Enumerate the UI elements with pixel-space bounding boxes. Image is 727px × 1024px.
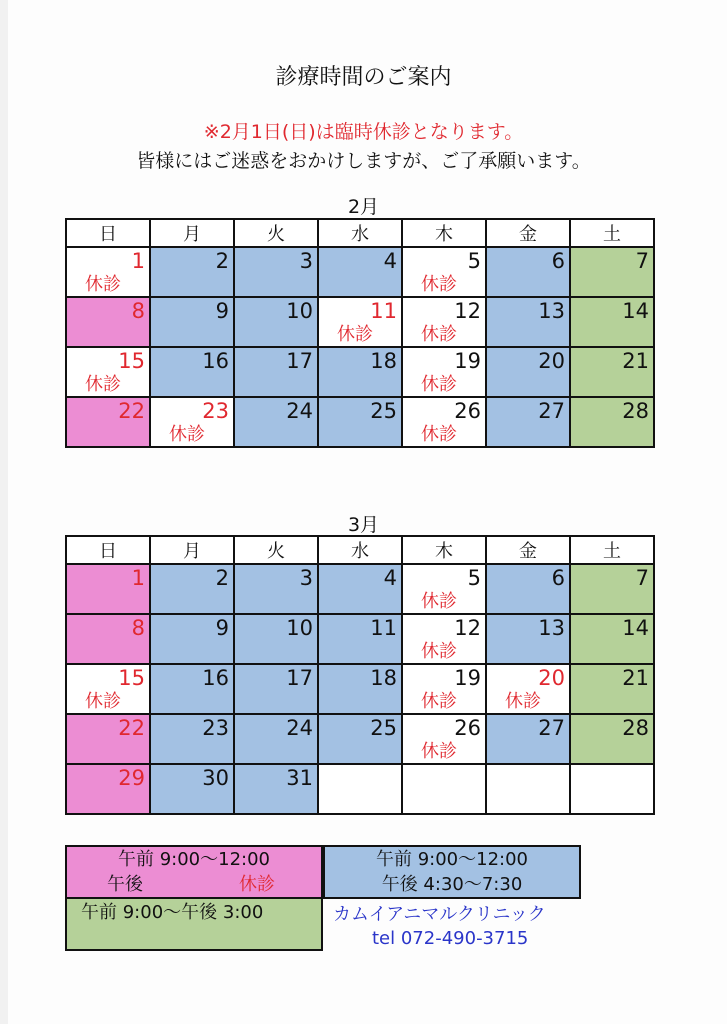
weekday-header: 月 (150, 536, 234, 564)
day-cell (570, 614, 654, 664)
day-number: 29 (118, 766, 145, 790)
weekday-header: 水 (318, 536, 402, 564)
day-number: 30 (202, 766, 229, 790)
day-cell (570, 764, 654, 814)
feb-month-label: 2月 (347, 196, 380, 218)
day-cell (234, 614, 318, 664)
legend-blue-afternoon: 午後 4:30〜7:30 (381, 874, 523, 895)
mar-month-label: 3月 (347, 514, 380, 536)
day-number: 13 (538, 616, 565, 640)
day-cell (486, 614, 570, 664)
closed-label: 休診 (85, 374, 121, 395)
day-cell (318, 614, 402, 664)
closed-label: 休診 (421, 324, 457, 345)
weekday-header: 日 (66, 536, 150, 564)
day-number: 2 (215, 566, 229, 590)
closure-notice: ※2月1日(日)は臨時休診となります。 (203, 121, 524, 143)
day-cell (486, 297, 570, 347)
day-cell (570, 714, 654, 764)
day-number: 1 (131, 566, 145, 590)
day-number: 5 (467, 249, 481, 273)
day-cell (150, 564, 234, 614)
day-number: 26 (454, 399, 481, 423)
day-number: 20 (538, 666, 565, 690)
day-cell (66, 347, 150, 397)
day-number: 28 (622, 399, 649, 423)
legend-pink-hours (65, 845, 323, 899)
week-row (66, 564, 654, 614)
day-cell (66, 764, 150, 814)
closed-label: 休診 (421, 591, 457, 612)
day-cell (402, 664, 486, 714)
legend-pink-afternoon-closed: 休診 (239, 874, 275, 895)
day-cell (150, 297, 234, 347)
closed-label: 休診 (337, 324, 373, 345)
day-cell (486, 764, 570, 814)
day-number: 6 (551, 566, 565, 590)
day-cell (318, 347, 402, 397)
day-cell (66, 564, 150, 614)
day-cell (318, 564, 402, 614)
day-number: 23 (202, 716, 229, 740)
day-cell (234, 297, 318, 347)
day-number: 22 (118, 399, 145, 423)
apology-notice: 皆様にはご迷惑をおかけしますが、ご了承願います。 (136, 150, 591, 172)
week-row (66, 347, 654, 397)
day-number: 22 (118, 716, 145, 740)
day-cell (486, 714, 570, 764)
day-cell (402, 714, 486, 764)
day-cell (66, 397, 150, 447)
day-number: 27 (538, 399, 565, 423)
day-cell (486, 564, 570, 614)
day-cell (234, 664, 318, 714)
day-cell (150, 714, 234, 764)
weekday-header-row (66, 219, 654, 247)
legend-pink-afternoon-label: 午後 (107, 874, 143, 895)
day-cell (486, 347, 570, 397)
day-cell (402, 297, 486, 347)
day-number: 7 (635, 249, 649, 273)
day-cell (318, 297, 402, 347)
day-number: 28 (622, 716, 649, 740)
day-number: 25 (370, 716, 397, 740)
day-cell (570, 297, 654, 347)
day-cell (402, 614, 486, 664)
closed-label: 休診 (85, 691, 121, 712)
day-cell (234, 397, 318, 447)
week-row (66, 397, 654, 447)
closed-label: 休診 (505, 691, 541, 712)
week-row (66, 614, 654, 664)
weekday-header: 水 (318, 219, 402, 247)
day-number: 8 (131, 299, 145, 323)
day-number: 24 (286, 399, 313, 423)
day-cell (570, 564, 654, 614)
day-cell (486, 397, 570, 447)
day-number: 12 (454, 299, 481, 323)
day-number: 21 (622, 666, 649, 690)
day-number: 5 (467, 566, 481, 590)
weekday-header: 土 (570, 219, 654, 247)
day-cell (234, 247, 318, 297)
day-number: 14 (622, 616, 649, 640)
day-cell (402, 247, 486, 297)
day-number: 4 (383, 249, 397, 273)
day-number: 31 (286, 766, 313, 790)
day-number: 25 (370, 399, 397, 423)
day-number: 1 (131, 249, 145, 273)
day-number: 10 (286, 616, 313, 640)
day-number: 19 (454, 349, 481, 373)
weekday-header: 金 (486, 536, 570, 564)
weekday-header: 火 (234, 219, 318, 247)
weekday-header: 火 (234, 536, 318, 564)
legend-green-hours (65, 897, 323, 951)
weekday-header: 月 (150, 219, 234, 247)
day-cell (570, 247, 654, 297)
day-number: 26 (454, 716, 481, 740)
closed-label: 休診 (421, 741, 457, 762)
closed-label: 休診 (421, 274, 457, 295)
day-cell (150, 397, 234, 447)
day-number: 9 (215, 299, 229, 323)
week-row (66, 297, 654, 347)
day-cell (318, 664, 402, 714)
day-cell (570, 664, 654, 714)
day-cell (570, 397, 654, 447)
feb-calendar (65, 218, 655, 448)
closed-label: 休診 (421, 374, 457, 395)
day-number: 14 (622, 299, 649, 323)
day-cell (486, 247, 570, 297)
day-cell (66, 614, 150, 664)
day-number: 16 (202, 666, 229, 690)
day-cell (318, 714, 402, 764)
day-cell (234, 564, 318, 614)
day-number: 27 (538, 716, 565, 740)
day-number: 18 (370, 349, 397, 373)
weekday-header: 日 (66, 219, 150, 247)
day-cell (150, 614, 234, 664)
weekday-header: 土 (570, 536, 654, 564)
day-number: 3 (299, 566, 313, 590)
day-cell (318, 764, 402, 814)
day-number: 4 (383, 566, 397, 590)
week-row (66, 764, 654, 814)
day-number: 7 (635, 566, 649, 590)
week-row (66, 247, 654, 297)
day-cell (486, 664, 570, 714)
mar-calendar (65, 535, 655, 815)
day-cell (66, 297, 150, 347)
day-cell (66, 714, 150, 764)
day-cell (150, 347, 234, 397)
day-cell (234, 347, 318, 397)
legend-blue-hours (323, 845, 581, 899)
weekday-header: 木 (402, 536, 486, 564)
day-number: 16 (202, 349, 229, 373)
clinic-name: カムイアニマルクリニック (333, 904, 546, 925)
day-number: 9 (215, 616, 229, 640)
day-cell (234, 714, 318, 764)
day-number: 20 (538, 349, 565, 373)
closed-label: 休診 (421, 424, 457, 445)
day-number: 17 (286, 349, 313, 373)
day-number: 23 (202, 399, 229, 423)
day-number: 17 (286, 666, 313, 690)
day-number: 2 (215, 249, 229, 273)
day-number: 3 (299, 249, 313, 273)
day-cell (318, 247, 402, 297)
day-cell (150, 247, 234, 297)
weekday-header: 金 (486, 219, 570, 247)
day-number: 8 (131, 616, 145, 640)
clinic-phone: tel 072-490-3715 (372, 928, 529, 949)
day-cell (402, 764, 486, 814)
closed-label: 休診 (85, 274, 121, 295)
day-cell (150, 664, 234, 714)
day-cell (150, 764, 234, 814)
day-cell (402, 564, 486, 614)
day-number: 11 (370, 616, 397, 640)
weekday-header: 木 (402, 219, 486, 247)
day-cell (402, 347, 486, 397)
weekday-header-row (66, 536, 654, 564)
week-row (66, 664, 654, 714)
legend-green-text: 午前 9:00〜午後 3:00 (81, 902, 264, 923)
day-number: 21 (622, 349, 649, 373)
day-number: 24 (286, 716, 313, 740)
day-cell (66, 247, 150, 297)
day-cell (66, 664, 150, 714)
closed-label: 休診 (169, 424, 205, 445)
day-number: 18 (370, 666, 397, 690)
day-number: 13 (538, 299, 565, 323)
page-title: 診療時間のご案内 (275, 65, 452, 90)
week-row (66, 714, 654, 764)
day-number: 11 (370, 299, 397, 323)
day-number: 12 (454, 616, 481, 640)
closed-label: 休診 (421, 641, 457, 662)
day-number: 15 (118, 666, 145, 690)
day-number: 10 (286, 299, 313, 323)
day-number: 19 (454, 666, 481, 690)
day-number: 6 (551, 249, 565, 273)
legend-pink-morning: 午前 9:00〜12:00 (117, 849, 270, 870)
day-cell (318, 397, 402, 447)
closed-label: 休診 (421, 691, 457, 712)
day-number: 15 (118, 349, 145, 373)
legend-blue-morning: 午前 9:00〜12:00 (375, 849, 528, 870)
day-cell (234, 764, 318, 814)
day-cell (570, 347, 654, 397)
day-cell (402, 397, 486, 447)
